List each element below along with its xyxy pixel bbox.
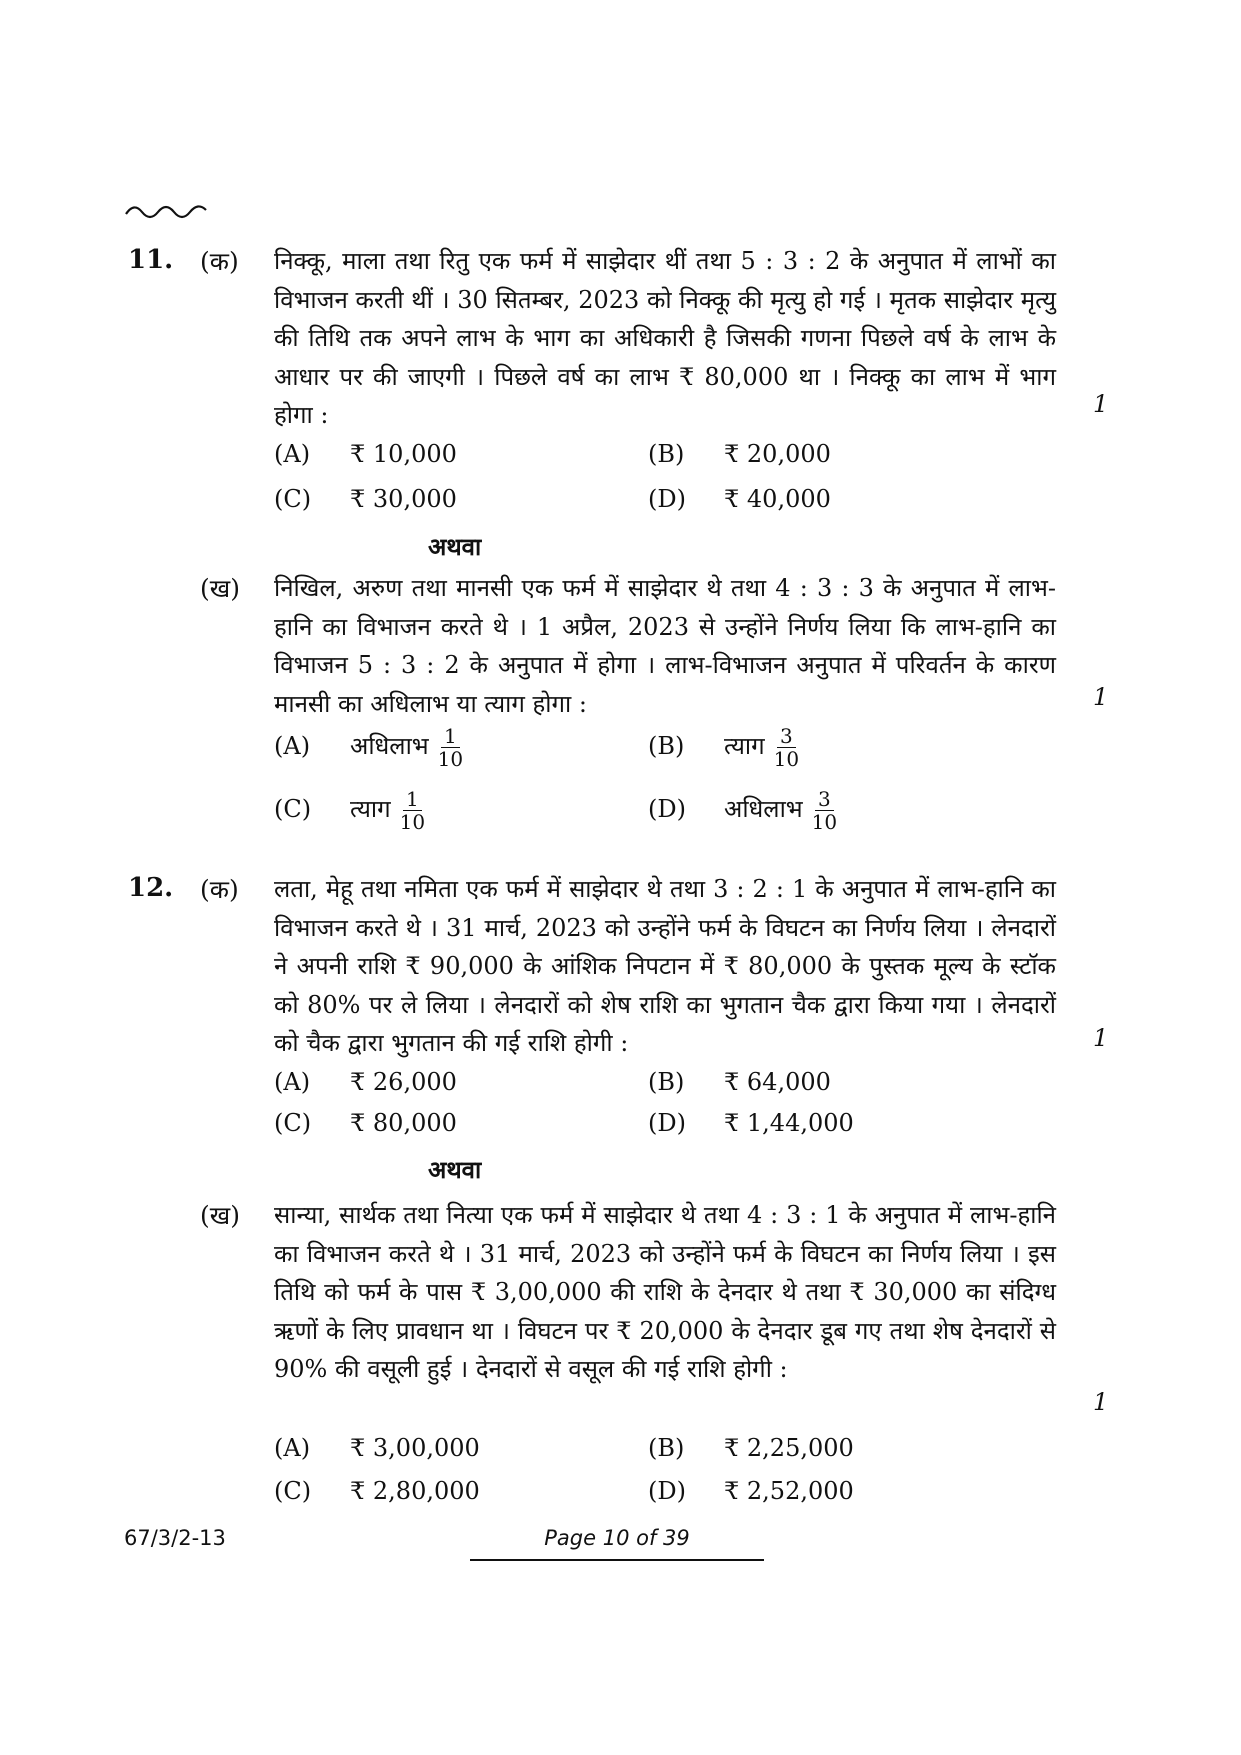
option-c bbox=[274, 1474, 480, 1508]
denominator: 10 bbox=[437, 747, 464, 771]
fraction bbox=[771, 725, 802, 770]
footer-divider bbox=[470, 1559, 764, 1561]
numerator: 3 bbox=[777, 725, 796, 748]
option-label: (C) bbox=[274, 1109, 312, 1137]
part-label: (ख) bbox=[200, 1201, 240, 1230]
denominator: 10 bbox=[811, 810, 838, 834]
option-d bbox=[648, 1474, 854, 1508]
option-c bbox=[274, 482, 457, 516]
marks: 1 bbox=[1093, 1388, 1109, 1416]
question-text: सान्या, सार्थक तथा नित्या एक फर्म में साझेदार थे तथा 4 : 3 : 1 के अनुपात में लाभ-हानि का विभाजन करते थे । 31 मार्च, 2023 को उन्होंने फर्म के विघटन का निर्णय लिया । इस तिथि को फर्म के पास ₹ 3,00,000 की राशि के देनदार थे तथा ₹ 30,000 का संदिग्ध ऋणों के लिए प्रावधान था । विघटन पर ₹ 20,000 के देनदार डूब गए तथा शेष देनदारों से 90% की वसूली हुई । देनदारों से वसूल की गई राशि होगी : bbox=[274, 1201, 1056, 1383]
option-label: (A) bbox=[274, 1068, 311, 1096]
part-label: (ख) bbox=[200, 574, 240, 603]
or-separator: अथवा bbox=[428, 532, 482, 561]
option-b bbox=[648, 1431, 854, 1465]
option-label: (A) bbox=[274, 732, 311, 760]
option-text: ₹ 30,000 bbox=[350, 485, 457, 513]
option-label: (B) bbox=[648, 440, 685, 468]
option-label: (C) bbox=[274, 485, 312, 513]
option-word: अधिलाभ bbox=[350, 732, 429, 760]
option-text: ₹ 80,000 bbox=[350, 1109, 457, 1137]
or-separator: अथवा bbox=[428, 1155, 482, 1184]
fraction bbox=[435, 725, 466, 770]
marks: 1 bbox=[1093, 1024, 1109, 1052]
option-text: ₹ 2,52,000 bbox=[724, 1477, 854, 1505]
option-text: ₹ 20,000 bbox=[724, 440, 831, 468]
option-label: (D) bbox=[648, 1477, 686, 1505]
paper-code: 67/3/2-13 bbox=[124, 1526, 226, 1550]
question-number: 11. bbox=[128, 245, 174, 275]
option-a bbox=[274, 725, 466, 770]
option-text: ₹ 3,00,000 bbox=[350, 1434, 480, 1462]
numerator: 1 bbox=[403, 788, 422, 811]
option-label: (C) bbox=[274, 1477, 312, 1505]
option-label: (B) bbox=[648, 1434, 685, 1462]
option-word: त्याग bbox=[724, 732, 765, 760]
wave-mark-icon bbox=[124, 198, 214, 224]
option-label: (D) bbox=[648, 795, 686, 823]
option-label: (A) bbox=[274, 440, 311, 468]
option-text: ₹ 64,000 bbox=[724, 1068, 831, 1096]
question-text: लता, मेहू तथा नमिता एक फर्म में साझेदार थे तथा 3 : 2 : 1 के अनुपात में लाभ-हानि का विभाजन करते थे । 31 मार्च, 2023 को उन्होंने फर्म के विघटन का निर्णय लिया । लेनदारों ने अपनी राशि ₹ 90,000 के आंशिक निपटान में ₹ 80,000 के पुस्तक मूल्य के स्टॉक को 80% पर ले लिया । लेनदारों को शेष राशि का भुगतान चैक द्वारा किया गया । लेनदारों को चैक द्वारा भुगतान की गई राशि होगी : bbox=[274, 875, 1056, 1057]
denominator: 10 bbox=[773, 747, 800, 771]
question-text: निखिल, अरुण तथा मानसी एक फर्म में साझेदार थे तथा 4 : 3 : 3 के अनुपात में लाभ-हानि का विभाजन करते थे । 1 अप्रैल, 2023 से उन्होंने निर्णय लिया कि लाभ-हानि का विभाजन 5 : 3 : 2 के अनुपात में होगा । लाभ-विभाजन अनुपात में परिवर्तन के कारण मानसी का अधिलाभ या त्याग होगा : bbox=[274, 574, 1056, 718]
option-c bbox=[274, 788, 428, 833]
part-label: (क) bbox=[200, 247, 239, 276]
option-d bbox=[648, 788, 840, 833]
option-text: ₹ 2,80,000 bbox=[350, 1477, 480, 1505]
option-a bbox=[274, 1431, 480, 1465]
option-label: (B) bbox=[648, 1068, 685, 1096]
denominator: 10 bbox=[399, 810, 426, 834]
question-text: निक्कू, माला तथा रितु एक फर्म में साझेदार थीं तथा 5 : 3 : 2 के अनुपात में लाभों का विभाजन करती थीं । 30 सितम्बर, 2023 को निक्कू की मृत्यु हो गई । मृतक साझेदार मृत्यु की तिथि तक अपने लाभ के भाग का अधिकारी है जिसकी गणना पिछले वर्ष के लाभ के आधार पर की जाएगी । पिछले वर्ष का लाभ ₹ 80,000 था । निक्कू का लाभ में भाग होगा : bbox=[274, 247, 1056, 429]
page-number: Page 10 of 39 bbox=[544, 1526, 690, 1550]
option-text: ₹ 2,25,000 bbox=[724, 1434, 854, 1462]
question-number: 12. bbox=[128, 873, 174, 903]
option-text: ₹ 10,000 bbox=[350, 440, 457, 468]
option-c bbox=[274, 1106, 457, 1140]
option-b bbox=[648, 437, 831, 471]
marks: 1 bbox=[1093, 683, 1109, 711]
option-label: (D) bbox=[648, 1109, 686, 1137]
option-text: ₹ 26,000 bbox=[350, 1068, 457, 1096]
option-label: (D) bbox=[648, 485, 686, 513]
option-d bbox=[648, 482, 831, 516]
numerator: 1 bbox=[441, 725, 460, 748]
option-d bbox=[648, 1106, 854, 1140]
option-b bbox=[648, 725, 802, 770]
option-label: (B) bbox=[648, 732, 685, 760]
fraction bbox=[809, 788, 840, 833]
option-label: (A) bbox=[274, 1434, 311, 1462]
part-label: (क) bbox=[200, 875, 239, 904]
option-a bbox=[274, 1065, 457, 1099]
fraction bbox=[397, 788, 428, 833]
option-word: अधिलाभ bbox=[724, 795, 803, 823]
option-b bbox=[648, 1065, 831, 1099]
option-word: त्याग bbox=[350, 795, 391, 823]
option-text: ₹ 40,000 bbox=[724, 485, 831, 513]
numerator: 3 bbox=[815, 788, 834, 811]
option-a bbox=[274, 437, 457, 471]
option-text: ₹ 1,44,000 bbox=[724, 1109, 854, 1137]
marks: 1 bbox=[1093, 390, 1109, 418]
option-label: (C) bbox=[274, 795, 312, 823]
